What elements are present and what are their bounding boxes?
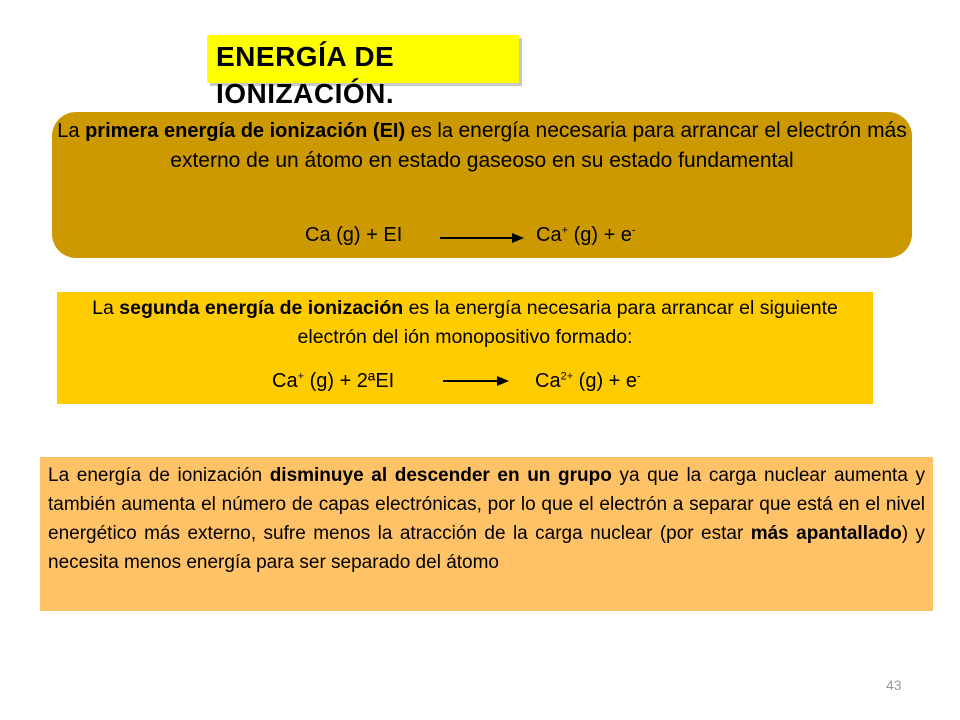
- eq2-reactants: (g) + 2ªEI: [304, 370, 395, 392]
- eq1-electron-charge: -: [631, 224, 636, 237]
- group-trend-box: [40, 457, 933, 611]
- def1-term: primera energía de ionización (EI): [85, 120, 406, 142]
- def1-body: energía necesaria para arrancar el electrón más externo de un átomo en estado gaseoso en su estado fundamental: [170, 119, 907, 172]
- group-trend-text: [48, 461, 925, 577]
- second-ionization-definition: [57, 294, 873, 352]
- trend-pre: La energía de ionización: [48, 465, 270, 486]
- first-ionization-box: [52, 112, 912, 258]
- eq2-right: [535, 370, 641, 393]
- trend-key: disminuye al descender en un grupo: [269, 465, 612, 486]
- eq2-left: [272, 370, 394, 393]
- eq2-arrow-icon: [443, 375, 509, 387]
- eq2-ca2: Ca: [535, 370, 561, 392]
- trend-post: ) y necesita menos energía para ser separado del átomo: [48, 523, 925, 573]
- eq1-arrow-icon: [440, 232, 524, 244]
- eq2-electron-charge: -: [637, 370, 641, 383]
- eq2-ion-charge: +: [297, 370, 305, 383]
- eq1-right: [536, 224, 636, 247]
- eq2-products: (g) + e: [573, 370, 638, 392]
- page-number: 43: [886, 677, 902, 693]
- eq2-ca: Ca: [272, 370, 298, 392]
- slide-title: ENERGÍA DE IONIZACIÓN.: [216, 41, 395, 109]
- def2-body: es la energía necesaria para arrancar el siguiente electrón del ión monopositivo formado:: [297, 297, 838, 348]
- eq1-left: Ca (g) + EI: [305, 224, 403, 246]
- eq1-products: (g) + e: [568, 224, 632, 246]
- def1-mid: es la: [405, 120, 459, 142]
- first-ionization-definition: [52, 116, 912, 176]
- second-ionization-box: [57, 292, 873, 404]
- eq1-charge: +: [561, 224, 569, 237]
- def1-pre: La: [57, 120, 86, 142]
- eq1-ca: Ca: [536, 224, 562, 246]
- trend-key2: más apantallado: [750, 523, 902, 544]
- eq2-charge: 2+: [560, 370, 574, 383]
- trend-mid: ya que la carga nuclear aumenta y también aumenta el número de capas electrónicas, por lo que el electrón a separar que está en el nivel energético más externo, sufre menos la atracción de la carga nuclear (por estar: [48, 465, 926, 544]
- def2-pre: La: [92, 297, 120, 319]
- def2-term: segunda energía de ionización: [119, 297, 404, 319]
